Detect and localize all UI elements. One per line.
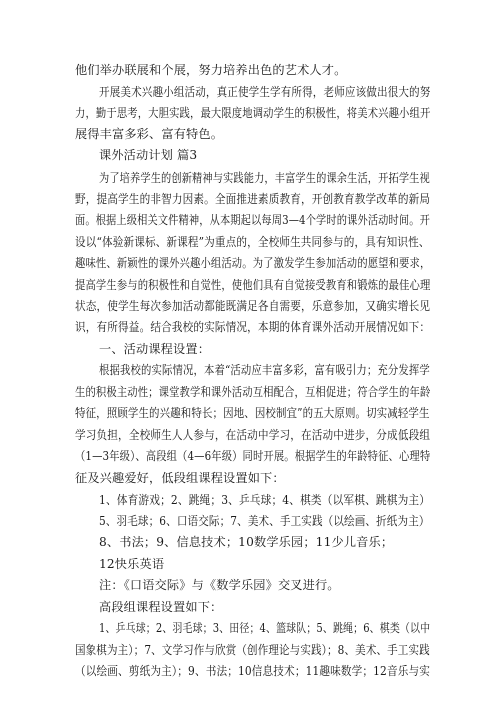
paragraph-line: 为了培养学生的创新精神与实践能力，丰富学生的课余生活，开拓学生视 bbox=[99, 171, 430, 185]
paragraph-line: 野，提高学生的非智力因素。全面推进素质教育，开创教育教学改革的新局 bbox=[75, 192, 431, 206]
paragraph-line: 状态，使学生每次参加活动都能既满足各自需要，乐意参加，又确实增长见 bbox=[75, 299, 431, 313]
list-line: 12快乐英语 bbox=[99, 557, 165, 571]
paragraph-line: 学习负担，全校师生人人参与，在活动中学习，在活动中进步，分成低段组 bbox=[75, 428, 431, 442]
paragraph-line: 开展美术兴趣小组活动，真正使学生学有所得，老师应该做出很大的努 bbox=[99, 85, 431, 99]
paragraph-line: 展得丰富多彩、富有特色。 bbox=[75, 127, 224, 141]
list-heading: 高段组课程设置如下： bbox=[99, 600, 223, 614]
paragraph-line: 根据我校的实际情况，本着“活动应丰富多彩，富有吸引力；充分发挥学 bbox=[99, 363, 430, 377]
paragraph-line: 提高学生参与的积极性和自觉性，使他们具有自觉接受教育和锻炼的最佳心理 bbox=[75, 278, 431, 292]
paragraph-line: 设以“体验新课标、新课程”为重点的，全校师生共同参与的，具有知识性、 bbox=[75, 235, 430, 249]
list-line: 5、羽毛球；6、口语交际；7、美术、手工实践（以绘画、折纸为主） bbox=[99, 514, 430, 528]
paragraph-line: 征及兴趣爱好，低段组课程设置如下： bbox=[75, 471, 285, 485]
note-line: 注：《口语交际》与《数学乐园》交叉进行。 bbox=[99, 578, 340, 592]
list-line: 国象棋为主）；7、文学习作与欣赏（创作理论与实践）；8、美术、手工实践 bbox=[75, 643, 430, 657]
paragraph-line: 识，有所得益。结合我校的实际情况，本期的体育课外活动开展情况如下： bbox=[75, 320, 431, 334]
paragraph-line: （1—3年级）、高段组（4—6年级）同时开展。根据学生的年龄特征、心理特 bbox=[75, 449, 431, 463]
list-line: （以绘画、剪纸为主）；9、书法；10信息技术；11趣味数学；12音乐与实 bbox=[75, 664, 430, 678]
subsection-heading: 一、活动课程设置： bbox=[99, 342, 211, 356]
paragraph-line: 他们举办联展和个展，努力培养出色的艺术人才。 bbox=[75, 63, 347, 77]
paragraph-line: 力，勤于思考，大胆实践，最大限度地调动学生的积极性，将美术兴趣小组开 bbox=[75, 106, 431, 120]
list-line: 8、书法；9、信息技术；10数学乐园；11少儿音乐； bbox=[99, 535, 394, 549]
paragraph-line: 特征，照顾学生的兴趣和特长；因地、因校制宜”的五大原则。切实减轻学生 bbox=[75, 406, 430, 420]
section-heading: 课外活动计划 篇3 bbox=[99, 148, 198, 162]
list-line: 1、乒乓球；2、羽毛球；3、田径；4、篮球队；5、跳绳；6、棋类（以中 bbox=[99, 621, 431, 635]
paragraph-line: 生的积极主动性；课堂教学和课外活动互相配合，互相促进；符合学生的年龄 bbox=[75, 385, 431, 399]
list-line: 1、体育游戏；2、跳绳；3、乒乓球；4、棋类（以军棋、跳棋为主） bbox=[99, 493, 431, 507]
paragraph-line: 面。根据上级相关文件精神，从本期起以每周3—4个学时的课外活动时间。开 bbox=[75, 213, 430, 227]
paragraph-line: 趣味性、新颖性的课外兴趣小组活动。为了激发学生参加活动的愿望和要求， bbox=[75, 256, 431, 270]
